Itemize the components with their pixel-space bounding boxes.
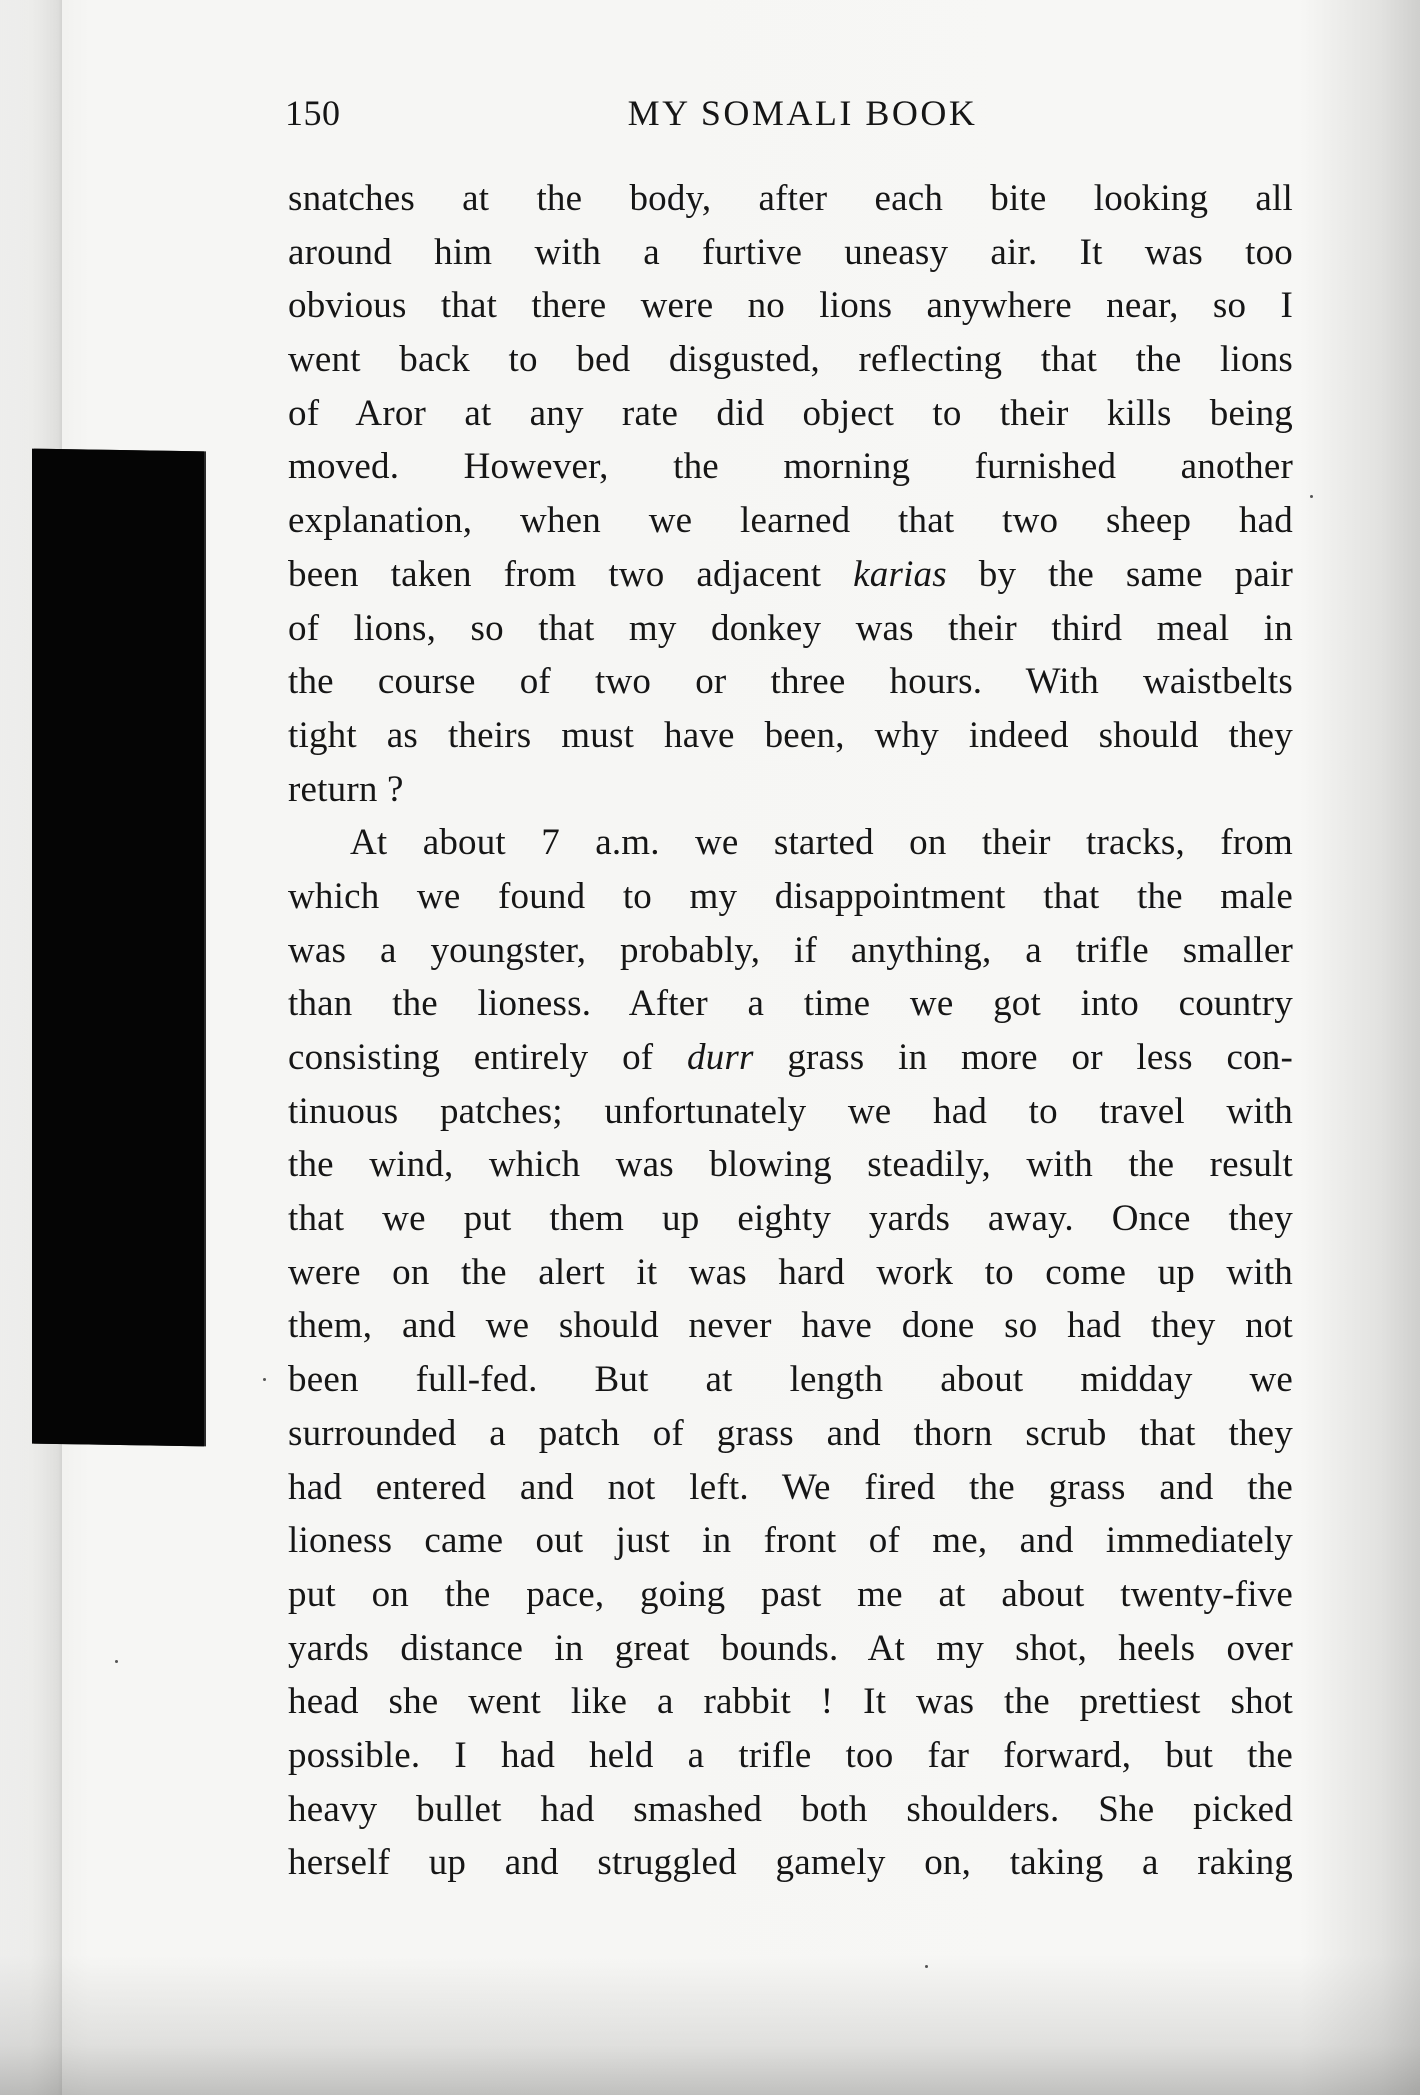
text-segment: heavy bullet had smashed both shoulders. She picked bbox=[288, 1788, 1293, 1830]
text-segment: been full-fed. But at length about midday we bbox=[288, 1359, 1293, 1401]
page-header bbox=[285, 92, 1290, 146]
scan-shadow-bottom bbox=[0, 1955, 1420, 2095]
text-segment: the wind, which was blowing steadily, with the result bbox=[288, 1144, 1293, 1186]
text-line bbox=[288, 1461, 1293, 1515]
text-line bbox=[288, 924, 1293, 978]
text-segment: than the lioness. After a time we got into country bbox=[288, 983, 1293, 1025]
speck bbox=[115, 1660, 118, 1663]
text-segment: obvious that there were no lions anywhere near, so I bbox=[288, 285, 1293, 327]
text-line bbox=[288, 172, 1293, 226]
text-segment: went back to bed disgusted, reflecting that the lions bbox=[288, 339, 1293, 381]
text-segment: that we put them up eighty yards away. Once they bbox=[288, 1198, 1293, 1240]
text-line bbox=[288, 548, 1293, 602]
text-line bbox=[288, 655, 1293, 709]
text-line bbox=[288, 494, 1293, 548]
text-segment: herself up and struggled gamely on, taking a raking bbox=[288, 1842, 1293, 1884]
text-segment: put on the pace, going past me at about twenty-five bbox=[288, 1573, 1293, 1615]
text-segment: which we found to my disappointment that the male bbox=[288, 875, 1293, 917]
speck bbox=[263, 1378, 266, 1381]
text-line bbox=[288, 1514, 1293, 1568]
text-segment: head she went like a rabbit ! It was the prettiest shot bbox=[288, 1681, 1293, 1723]
text-segment: grass in more or less con- bbox=[753, 1037, 1293, 1078]
text-segment: had entered and not left. We fired the grass and the bbox=[288, 1466, 1293, 1508]
body-text bbox=[288, 172, 1293, 1890]
text-line bbox=[288, 1085, 1293, 1139]
text-line bbox=[288, 1783, 1293, 1837]
text-segment: lioness came out just in front of me, and immediately bbox=[288, 1520, 1293, 1562]
text-line bbox=[288, 816, 1293, 870]
text-segment: by the same pair bbox=[946, 553, 1293, 595]
text-line bbox=[288, 1568, 1293, 1622]
text-line bbox=[288, 602, 1293, 656]
text-line bbox=[288, 1675, 1293, 1729]
text-segment: return ? bbox=[288, 768, 404, 810]
text-line bbox=[288, 279, 1293, 333]
black-page-marker bbox=[32, 449, 204, 1447]
text-line bbox=[288, 1299, 1293, 1353]
text-segment: them, and we should never have done so had they not bbox=[288, 1305, 1293, 1347]
text-line bbox=[288, 763, 1293, 817]
text-segment: explanation, when we learned that two sheep had bbox=[288, 500, 1293, 542]
text-line bbox=[288, 1622, 1293, 1676]
text-line bbox=[288, 1353, 1293, 1407]
running-title: MY SOMALI BOOK bbox=[627, 93, 978, 133]
text-segment: around him with a furtive uneasy air. It was too bbox=[288, 231, 1293, 273]
text-line bbox=[288, 1407, 1293, 1461]
text-line bbox=[288, 226, 1293, 280]
text-line bbox=[288, 387, 1293, 441]
text-line bbox=[288, 709, 1293, 763]
text-segment: of Aror at any rate did object to their kills being bbox=[288, 392, 1293, 434]
italic-term: karias bbox=[853, 553, 947, 595]
italic-term: durr bbox=[687, 1037, 754, 1078]
text-segment: possible. I had held a trifle too far forward, but the bbox=[288, 1734, 1293, 1776]
text-segment: moved. However, the morning furnished another bbox=[288, 446, 1293, 488]
speck bbox=[925, 1965, 928, 1968]
text-segment: been taken from two adjacent bbox=[288, 553, 854, 595]
text-line bbox=[288, 1836, 1293, 1890]
text-line bbox=[288, 1031, 1293, 1085]
text-segment: tight as theirs must have been, why indeed should they bbox=[288, 714, 1293, 756]
text-segment: snatches at the body, after each bite looking all bbox=[288, 178, 1293, 219]
text-segment: surrounded a patch of grass and thorn scrub that they bbox=[288, 1412, 1293, 1454]
text-segment: tinuous patches; unfortunately we had to travel with bbox=[288, 1090, 1293, 1132]
text-line bbox=[288, 1192, 1293, 1246]
text-line bbox=[288, 1729, 1293, 1783]
text-segment: were on the alert it was hard work to come up with bbox=[288, 1251, 1293, 1293]
text-segment: the course of two or three hours. With waistbelts bbox=[288, 661, 1293, 703]
text-line bbox=[288, 870, 1293, 924]
text-line bbox=[288, 977, 1293, 1031]
text-line bbox=[288, 440, 1293, 494]
text-segment: consisting entirely of bbox=[288, 1037, 688, 1078]
text-segment: At about 7 a.m. we started on their tracks, from bbox=[350, 822, 1293, 864]
text-line bbox=[288, 333, 1293, 387]
text-line bbox=[288, 1246, 1293, 1300]
text-line bbox=[288, 1138, 1293, 1192]
page-number: 150 bbox=[285, 93, 341, 133]
speck bbox=[1310, 495, 1313, 498]
text-segment: was a youngster, probably, if anything, a trifle smaller bbox=[288, 929, 1293, 971]
text-segment: yards distance in great bounds. At my shot, heels over bbox=[288, 1627, 1293, 1669]
text-segment: of lions, so that my donkey was their third meal in bbox=[288, 607, 1293, 649]
